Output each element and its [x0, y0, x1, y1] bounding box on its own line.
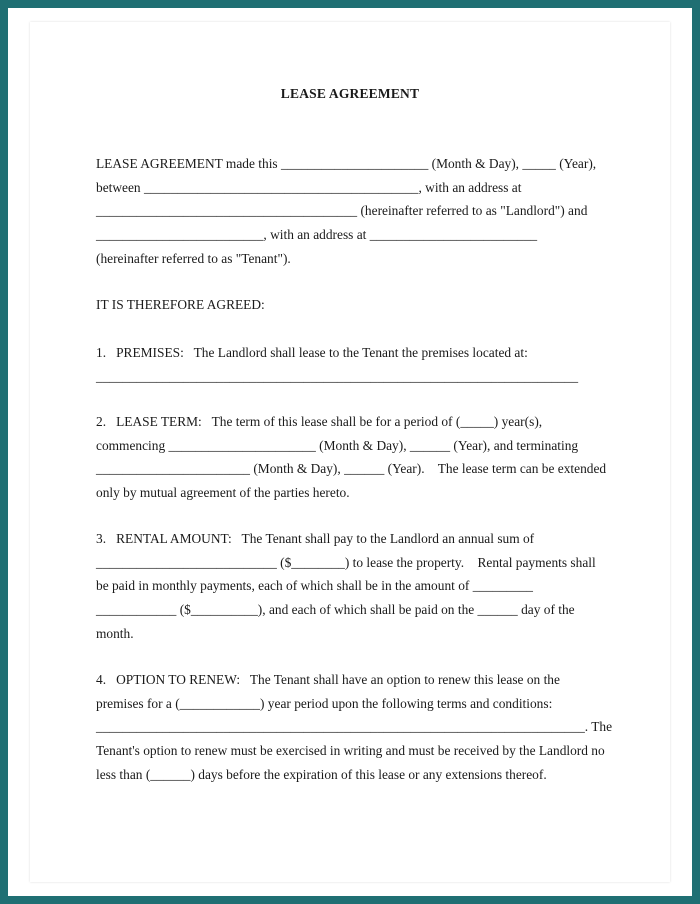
- renew-line-3: _________________________________________________________________________. The: [96, 719, 613, 734]
- agreement-line-5: (hereinafter referred to as "Tenant").: [96, 251, 291, 266]
- rental-line-5: month.: [96, 626, 134, 641]
- lease-term-line-3: _______________________ (Month & Day), ______ (Year). The lease term can be extended: [96, 461, 607, 476]
- premises-line-2: ________________________________________________________________________: [96, 369, 579, 384]
- rental-line-2: ___________________________ ($________) to lease the property. Rental payments shall: [96, 555, 596, 570]
- rental-line-3: be paid in monthly payments, each of which shall be in the amount of _________: [96, 578, 533, 593]
- renew-line-2: premises for a (____________) year period upon the following terms and conditions:: [96, 696, 553, 711]
- document-title: LEASE AGREEMENT: [280, 86, 420, 101]
- agreement-line-2: between _________________________________________, with an address at: [96, 180, 522, 195]
- agreement-line-4: _________________________, with an address at _________________________: [96, 227, 538, 242]
- premises-line-1: 1. PREMISES: The Landlord shall lease to the Tenant the premises located at:: [96, 345, 528, 360]
- lease-term-line-2: commencing ______________________ (Month & Day), ______ (Year), and terminating: [96, 438, 579, 453]
- agreement-line-3: _______________________________________ (hereinafter referred to as "Landlord") and: [96, 203, 588, 218]
- renew-line-1: 4. OPTION TO RENEW: The Tenant shall have an option to renew this lease on the: [96, 672, 560, 687]
- rental-line-1: 3. RENTAL AMOUNT: The Tenant shall pay to the Landlord an annual sum of: [96, 531, 535, 546]
- renew-line-4: Tenant's option to renew must be exercised in writing and must be received by the Landlord no: [96, 743, 605, 758]
- agreement-line-1: LEASE AGREEMENT made this ______________________ (Month & Day), _____ (Year),: [96, 156, 597, 171]
- agreed-heading: IT IS THEREFORE AGREED:: [96, 297, 265, 312]
- rental-line-4: ____________ ($__________), and each of which shall be paid on the ______ day of the: [96, 602, 575, 617]
- renew-line-5: less than (______) days before the expiration of this lease or any extensions thereof.: [96, 767, 547, 782]
- lease-term-line-4: only by mutual agreement of the parties hereto.: [96, 485, 350, 500]
- lease-term-line-1: 2. LEASE TERM: The term of this lease shall be for a period of (_____) year(s),: [96, 414, 543, 429]
